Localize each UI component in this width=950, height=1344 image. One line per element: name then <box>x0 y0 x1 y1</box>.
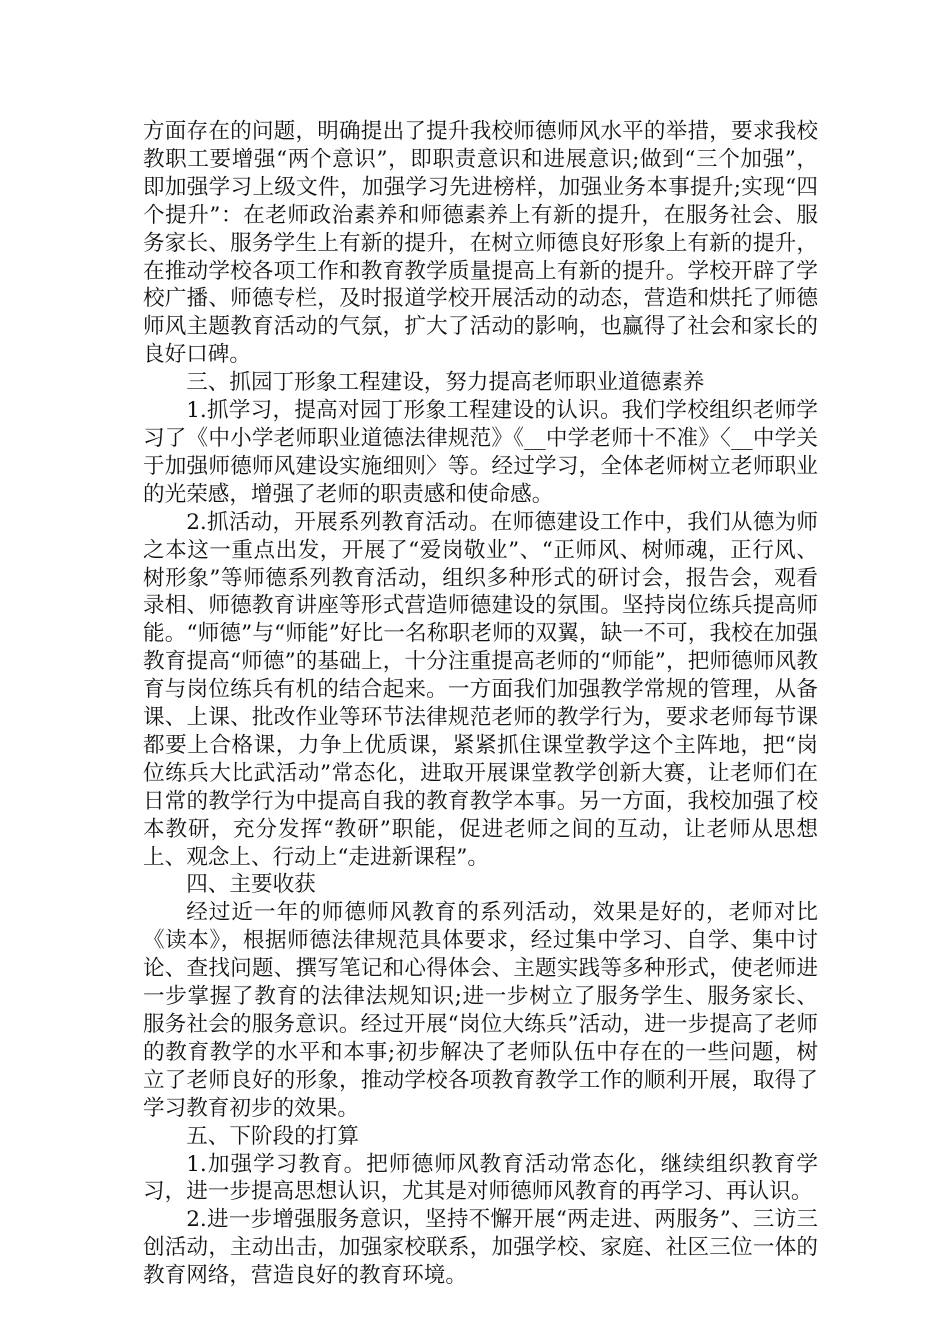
paragraph: 1.加强学习教育。把师德师风教育活动常态化，继续组织教育学习，进一步提高思想认识，尤其是对师德师风教育的再学习、再认识。 <box>143 1151 818 1205</box>
paragraph: 1.抓学习，提高对园丁形象工程建设的认识。我们学校组织老师学习了《中小学老师职业道德法律规范》《__中学老师十不准》〈__中学关于加强师德师风建设实施细则〉等。经过学习，全体老师树立老师职业的光荣感，增强了老师的职责感和使命感。 <box>143 398 818 507</box>
section-heading: 四、主要收获 <box>186 872 316 898</box>
section-heading: 五、下阶段的打算 <box>186 1123 359 1149</box>
section-heading: 三、抓园丁形象工程建设，努力提高老师职业道德素养 <box>186 370 705 396</box>
paragraph: 2.进一步增强服务意识，坚持不懈开展“两走进、两服务”、三访三创活动，主动出击，加强家校联系，加强学校、家庭、社区三位一体的教育网络，营造良好的教育环境。 <box>143 1207 818 1289</box>
document-body <box>143 118 818 1290</box>
paragraph: 方面存在的问题，明确提出了提升我校师德师风水平的举措，要求我校教职工要增强“两个意识”，即职责意识和进展意识;做到“三个加强”，即加强学习上级文件，加强学习先进榜样，加强业务本事提升;实现“四个提升”：在老师政治素养和师德素养上有新的提升，在服务社会、服务家长、服务学生上有新的提升，在树立师德良好形象上有新的提升，在推动学校各项工作和教育教学质量提高上有新的提升。学校开辟了学校广播、师德专栏，及时报道学校开展活动的动态，营造和烘托了师德师风主题教育活动的气氛，扩大了活动的影响，也赢得了社会和家长的良好口碑。 <box>143 119 818 368</box>
paragraph: 经过近一年的师德师风教育的系列活动，效果是好的，老师对比《读本》，根据师德法律规范具体要求，经过集中学习、自学、集中讨论、查找问题、撰写笔记和心得体会、主题实践等多种形式，使老师进一步掌握了教育的法律法规知识;进一步树立了服务学生、服务家长、服务社会的服务意识。经过开展“岗位大练兵”活动，进一步提高了老师的教育教学的水平和本事;初步解决了老师队伍中存在的一些问题，树立了老师良好的形象，推动学校各项教育教学工作的顺利开展，取得了学习教育初步的效果。 <box>143 900 818 1121</box>
paragraph: 2.抓活动，开展系列教育活动。在师德建设工作中，我们从德为师之本这一重点出发，开展了“爱岗敬业”、“正师风、树师魂，正行风、树形象”等师德系列教育活动，组织多种形式的研讨会，报告会，观看录相、师德教育讲座等形式营造师德建设的氛围。坚持岗位练兵提高师能。“师德”与“师能”好比一名称职老师的双翼，缺一不可，我校在加强教育提高“师德”的基础上，十分注重提高老师的“师能”，把师德师风教育与岗位练兵有机的结合起来。一方面我们加强教学常规的管理，从备课、上课、批改作业等环节法律规范老师的教学行为，要求老师每节课都要上合格课，力争上优质课，紧紧抓住课堂教学这个主阵地，把“岗位练兵大比武活动”常态化，进取开展课堂教学创新大赛，让老师们在日常的教学行为中提高自我的教育教学本事。另一方面，我校加强了校本教研，充分发挥“教研”职能，促进老师之间的互动，让老师从思想上、观念上、行动上“走进新课程”。 <box>143 509 818 870</box>
